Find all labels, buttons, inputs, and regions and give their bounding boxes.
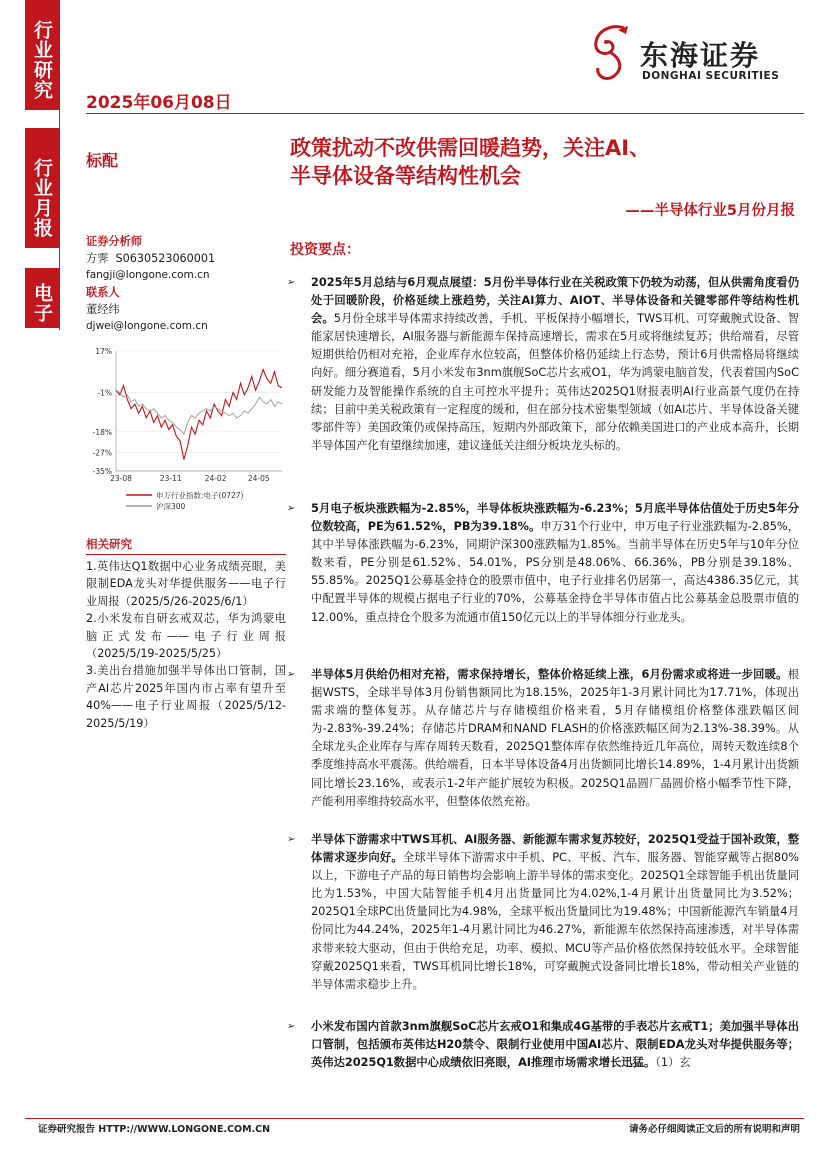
related-item[interactable]: 1.英伟达Q1数据中心业务成绩亮眼，美限制EDA龙头对华提供服务——电子行业周报（2025/5/26-2025/6/1） [86, 560, 286, 608]
brand-name-en: DONGHAI SECURITIES [642, 70, 780, 82]
key-point-text: 申万31个行业中，申万电子行业涨跌幅为-2.85%，其中半导体涨跌幅为-6.23%，同期沪深300涨跌幅为1.85%。当前半导体在历史5年与10年分位数来看，PE分别是61.52%、54.01%，PS分别是48.06%、66.36%，PB分别是39.18%、55.85%。2025Q1公募基金持仓的股票市值中，电子行业排名仍居第一，高达4386.35亿元，其中配置半导体的规模占据电子行业的70%，公募基金持仓半导体市值占比公募基金总股票市值的12.00%，重点持仓个股多为流通市值150亿元以上的半导体细分行业龙头。 [311, 520, 800, 624]
key-point [289, 666, 799, 811]
key-point [289, 500, 799, 627]
report-date: 2025年06月08日 [86, 93, 232, 113]
key-point-text: 全球半导体下游需求中手机、PC、平板、汽车、服务器、智能穿戴等占据80%以上，下游电子产品的每日销售均会影响上游半导体的需求变化。2025Q1全球智能手机出货量同比为1.53%，中国大陆智能手机4月出货量同比为4.02%,1-4月累计出货量同比为3.52%；2025Q1全球PC出货量同比为4.98%，全球平板出货量同比为19.48%；中国新能源汽车销量4月份同比为44.24%，2025年1-4月累计同比为46.27%，新能源车依然保持高速渗透，对半导体需求带来较大驱动，但由于供给充足，功率、模拟、MCU等产品价格依然保持较低水平。全球智能穿戴2025Q1来看，TWS耳机同比增长18%，可穿戴腕式设备同比增长18%，带动相关产业链的半导体需求稳步上升。 [311, 851, 799, 991]
footer-left[interactable]: 证券研究报告 HTTP://WWW.LONGONE.COM.CN [38, 1124, 271, 1135]
legend-label: 沪深300 [156, 502, 186, 511]
key-point-bold: 半导体下游需求中TWS耳机、AI服务器、新能源车需求复苏较好，2025Q1受益于国补政策，整体需求逐步向好。 [311, 833, 799, 865]
rating: 标配 [86, 151, 119, 170]
y-tick-label: 17% [95, 347, 112, 356]
tab-industry-monthly: 行业月报 [25, 128, 59, 248]
analyst-cert: S0630523060001 [115, 252, 216, 265]
arrow-bullet-icon: ➢ [287, 834, 296, 845]
arrow-bullet-icon: ➢ [287, 503, 296, 514]
report-subtitle: ——半导体行业5月份月报 [625, 203, 795, 219]
key-point-bold: 半导体5月供给仍相对充裕，需求保持增长，整体价格延续上涨，6月份需求或将进一步回暖。 [311, 668, 788, 681]
analyst-label: 证券分析师 [86, 235, 142, 248]
tab-divider [59, 0, 60, 330]
key-point [289, 831, 799, 994]
footer-right: 请务必仔细阅读正文后的所有说明和声明 [628, 1124, 800, 1135]
related-item[interactable]: 3.美出台措施加强半导体出口管制，国产AI芯片2025年国内市占率有望升至40%——电子行业周报（2025/5/12-2025/5/19） [86, 664, 286, 730]
arrow-bullet-icon: ➢ [287, 1021, 296, 1032]
price-chart [86, 343, 286, 523]
tab-sector: 电子 [25, 268, 59, 328]
key-point [289, 1018, 799, 1072]
contact-email: djwei@longone.com.cn [86, 320, 208, 332]
analyst-email: fangji@longone.com.cn [86, 269, 210, 281]
footer-divider [25, 1118, 804, 1119]
analyst-name: 方霁 [86, 252, 109, 265]
report-title [290, 134, 800, 190]
series-line-csi300 [116, 390, 282, 434]
key-point-text: （1）玄 [655, 1056, 691, 1070]
x-tick-label: 23-11 [159, 474, 182, 483]
analyst-block [86, 233, 276, 335]
x-tick-label: 24-05 [247, 474, 270, 483]
arrow-bullet-icon: ➢ [287, 277, 296, 288]
related-item[interactable]: 2.小米发布自研玄戒双芯，华为鸿蒙电脑正式发布——电子行业周报（2025/5/19-2025/5/25） [86, 612, 286, 661]
related-research [86, 536, 286, 732]
y-tick-label: -27% [92, 448, 112, 458]
series-line-electronics [116, 370, 282, 460]
y-tick-label: -18% [92, 427, 112, 437]
key-points-label: 投资要点： [290, 242, 360, 258]
arrow-bullet-icon: ➢ [287, 669, 296, 680]
legend-label: 申万行业指数:电子(0727) [156, 491, 244, 500]
tab-industry-research: 行业研究 [25, 0, 59, 110]
y-tick-label: -1% [97, 388, 112, 398]
header-divider [86, 113, 804, 114]
key-point-bold: 小米发布国内首款3nm旗舰SoC芯片玄戒O1和集成4G基带的手表芯片玄戒T1；美加强半导体出口管制，包括颁布英伟达H20禁令、限制行业使用中国AI芯片、限制EDA龙头对华提供服务等；英伟达2025Q1数据中心成绩依旧亮眼，AI推理市场需求增长迅猛。 [311, 1020, 799, 1070]
y-tick-label: -35% [92, 467, 112, 476]
contact-label: 联系人 [86, 286, 120, 299]
key-point-bold: 5月电子板块涨跌幅为-2.85%，半导体板块涨跌幅为-6.23%；5月底半导体估值处于历史5年分位数较高，PE为61.52%，PB为39.18%。 [311, 502, 799, 534]
key-point [289, 274, 799, 455]
title-line-1: 政策扰动不改供需回暖趋势，关注AI、 [290, 136, 651, 160]
title-line-2: 半导体设备等结构性机会 [290, 164, 521, 188]
key-point-text: 根据WSTS，全球半导体3月份销售额同比为18.15%，2025年1-3月累计同比为17.71%，体现出需求端的整体复苏。从存储芯片与存储模组价格来看，5月存储模组价格整体涨跌幅区间为-2.83%-39.24%；存储芯片DRAM和NAND FLASH的价格涨跌幅区间为2.13%-38.39%。从全球龙头企业库存与库存周转天数看，2025Q1整体库存依然维持近几年高位，周转天数连续8个季度维持高水平震荡。供给端看，日本半导体设备4月出货额同比增长14.89%，1-4月累计出货额同比增长23.16%，或表示1-2年产能扩展较为积极。2025Q1晶圆厂晶圆价格小幅季节性下降，产能利用率维持较高水平，但整体依然充裕。 [311, 668, 799, 808]
key-point-bold: 2025年5月总结与6月观点展望：5月份半导体行业在关税政策下仍较为动荡，但从供需角度看仍处于回暖阶段，价格延续上涨趋势，关注AI算力、AIOT、半导体设备和关键零部件等结构性机会。 [311, 276, 799, 326]
chart-svg [86, 343, 286, 523]
brand-logo [584, 22, 784, 92]
related-label: 相关研究 [86, 536, 286, 555]
contact-name: 董经纬 [86, 303, 120, 316]
key-point-text: 5月份全球半导体需求持续改善，手机、平板保持小幅增长，TWS耳机、可穿戴腕式设备、智能家居快速增长，AI服务器与新能源车保持高速增长，需求在5月或将继续复苏；供给端看，尽管短期供给仍相对充裕，企业库存水位较高，但整体价格仍延续上行态势，预计6月供需格局将继续向好。细分赛道看，5月小米发布3nm旗舰SoC芯片玄戒O1，华为鸿蒙电脑首发，代表着国内SoC研发能力及智能操作系统的自主可控水平提升；英伟达2025Q1财报表明AI行业高景气度仍在持续；目前中美关税政策有一定程度的缓和，但在部分技术密集型领域（如AI芯片、半导体设备关键零部件等）美国政策仍或保持高压，短期内外部政策下，部分依赖美国进口的产业成本高升，长期半导体国产化有望继续加速，建议逢低关注细分板块龙头标的。 [311, 312, 799, 452]
brand-name-cn: 东海证券 [640, 39, 761, 72]
dragon-logo-icon [584, 22, 638, 82]
x-tick-label: 24-02 [204, 474, 227, 483]
x-tick-label: 23-08 [110, 474, 132, 483]
